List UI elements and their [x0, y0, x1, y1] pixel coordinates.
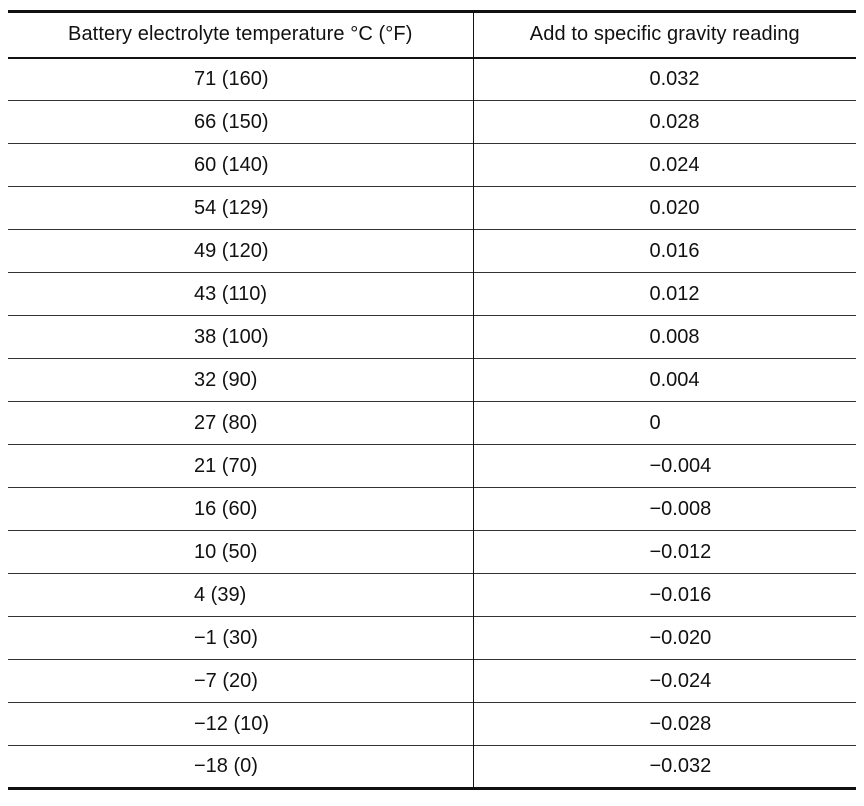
cell-temperature: 16 (60): [8, 488, 473, 531]
cell-correction: 0.008: [649, 325, 700, 348]
cell-correction: −0.012: [649, 540, 712, 563]
cell-correction: −0.008: [649, 497, 712, 520]
cell-temperature: 60 (140): [8, 144, 473, 187]
cell-correction: 0.016: [649, 239, 700, 262]
table-row: [8, 746, 856, 789]
cell-temperature: 27 (80): [8, 402, 473, 445]
table-row: [8, 617, 856, 660]
table-row: [8, 230, 856, 273]
cell-correction: 0.004: [649, 368, 700, 391]
cell-temperature: 38 (100): [8, 316, 473, 359]
table-row: [8, 660, 856, 703]
cell-temperature: −12 (10): [8, 703, 473, 746]
table-row: [8, 359, 856, 402]
cell-temperature: −1 (30): [8, 617, 473, 660]
cell-temperature: 21 (70): [8, 445, 473, 488]
table-row: [8, 187, 856, 230]
cell-correction: −0.024: [649, 669, 712, 692]
table-row: [8, 101, 856, 144]
cell-correction: −0.028: [649, 712, 712, 735]
table-row: [8, 703, 856, 746]
cell-temperature: −7 (20): [8, 660, 473, 703]
header-temperature: Battery electrolyte temperature °C (°F): [8, 12, 473, 58]
table-row: [8, 445, 856, 488]
cell-correction: −0.020: [649, 626, 712, 649]
cell-temperature: 10 (50): [8, 531, 473, 574]
cell-correction: 0.032: [649, 67, 700, 90]
cell-correction: 0.028: [649, 110, 700, 133]
header-correction: Add to specific gravity reading: [529, 23, 800, 46]
header-row: [8, 12, 856, 58]
table-header: [8, 12, 856, 58]
cell-temperature: 43 (110): [8, 273, 473, 316]
cell-correction: 0.012: [649, 282, 700, 305]
table-row: [8, 273, 856, 316]
cell-correction: −0.032: [649, 755, 712, 777]
correction-table-container: [8, 10, 856, 790]
cell-temperature: 71 (160): [8, 58, 473, 101]
cell-temperature: 4 (39): [8, 574, 473, 617]
cell-temperature: 32 (90): [8, 359, 473, 402]
table-body: [8, 58, 856, 789]
cell-temperature: 49 (120): [8, 230, 473, 273]
cell-correction: 0: [649, 411, 661, 434]
table-row: [8, 488, 856, 531]
table-row: [8, 574, 856, 617]
cell-correction: −0.004: [649, 454, 712, 477]
cell-temperature: 66 (150): [8, 101, 473, 144]
specific-gravity-correction-table: [8, 10, 856, 790]
cell-temperature: −18 (0): [8, 746, 473, 789]
cell-correction: 0.020: [649, 196, 700, 219]
cell-correction: 0.024: [649, 153, 700, 176]
cell-correction: −0.016: [649, 583, 712, 606]
table-row: [8, 402, 856, 445]
table-row: [8, 531, 856, 574]
table-row: [8, 58, 856, 101]
table-row: [8, 144, 856, 187]
cell-temperature: 54 (129): [8, 187, 473, 230]
table-row: [8, 316, 856, 359]
